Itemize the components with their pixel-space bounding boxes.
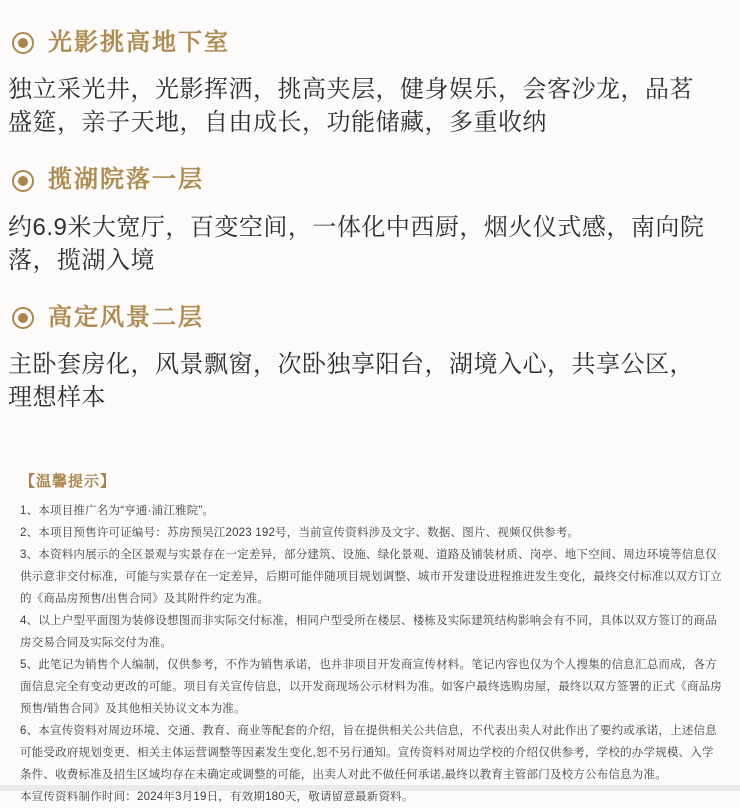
disclaimer-item-1: 1、本项目推广名为“亨通·浦江雅院”。 — [20, 505, 215, 518]
section-header — [12, 167, 740, 193]
section-title: 光影挑高地下室 — [48, 29, 230, 56]
target-bullet-icon — [12, 32, 34, 54]
disclaimer-item-4: 4、以上户型平面图为装修设想图而非实际交付标准，相同户型受所在楼层、楼栋及实际建筑结构影响会有不同，具体以双方签订的商品房交易合同及实际交付为准。 — [20, 615, 717, 650]
disclaimer-footer: 本宣传资料制作时间：2024年3月19日，有效期180天，敬请留意最新资料。 — [20, 791, 414, 804]
target-bullet-icon — [12, 307, 34, 329]
disclaimer-section — [20, 470, 722, 808]
section-body: 约6.9米大宽厅，百变空间，一体化中西厨，烟火仪式感，南向院落，揽湖入境 — [8, 213, 705, 274]
section-title: 揽湖院落一层 — [48, 166, 204, 194]
section-header — [12, 305, 740, 331]
section-body: 主卧套房化，风景飘窗，次卧独享阳台，湖境入心，共享公区，理想样本 — [8, 351, 694, 412]
feature-section-basement — [0, 30, 740, 139]
section-title: 高定风景二层 — [48, 303, 204, 331]
bullet-core-dot — [18, 313, 28, 323]
bottom-divider — [0, 785, 740, 791]
target-bullet-icon — [12, 170, 34, 192]
disclaimer-item-3: 3、本资料内展示的全区景观与实景存在一定差异，部分建筑、设施、绿化景观、道路及铺装材质、岗亭、地下空间、周边环境等信息仅供示意非交付标准，可能与实景存在一定差异，后期可能伴随项目规划调整、城市开发建设进程推进发生变化，最终交付标准以双方订立的《商品房预售/出售合同》及其附件约定为准。 — [20, 549, 722, 606]
disclaimer-item-2: 2、本项目预售许可证编号：苏房预吴江2023 192号，当前宣传资料涉及文字、数据、图片、视频仅供参考。 — [20, 527, 580, 540]
disclaimer-item-6: 6、本宣传资料对周边环境、交通、教育、商业等配套的介绍，旨在提供相关公共信息，不代表出卖人对此作出了要约或承诺，上述信息可能受政府规划变更、相关主体运营调整等因素发生变化,恕不另行通知。宣传资料对周边学校的介绍仅供参考，学校的办学规模、入学条件、收费标准及招生区域均存在未确定或调整的可能，出卖人对此不做任何承诺,最终以教育主管部门及校方公布信息为准。 — [20, 725, 717, 782]
feature-section-second-floor — [0, 305, 740, 414]
feature-section-first-floor — [0, 167, 740, 276]
bullet-core-dot — [18, 38, 28, 48]
disclaimer-title: 【温馨提示】 — [20, 473, 117, 491]
section-header — [12, 30, 740, 56]
bullet-core-dot — [18, 176, 28, 186]
section-body: 独立采光井，光影挥洒，挑高夹层，健身娱乐，会客沙龙，品茗盛筵，亲子天地，自由成长，功能储藏，多重收纳 — [8, 76, 694, 137]
disclaimer-item-5: 5、此笔记为销售个人编制，仅供参考，不作为销售承诺，也并非项目开发商宣传材料。笔记内容也仅为个人搜集的信息汇总而成，各方面信息完全有变动更改的可能。项目有关宣传信息，以开发商现场公示材料为准。如客户最终选购房屋，最终以双方签署的正式《商品房预售/销售合同》及其他相关协议文本为准。 — [20, 659, 722, 716]
